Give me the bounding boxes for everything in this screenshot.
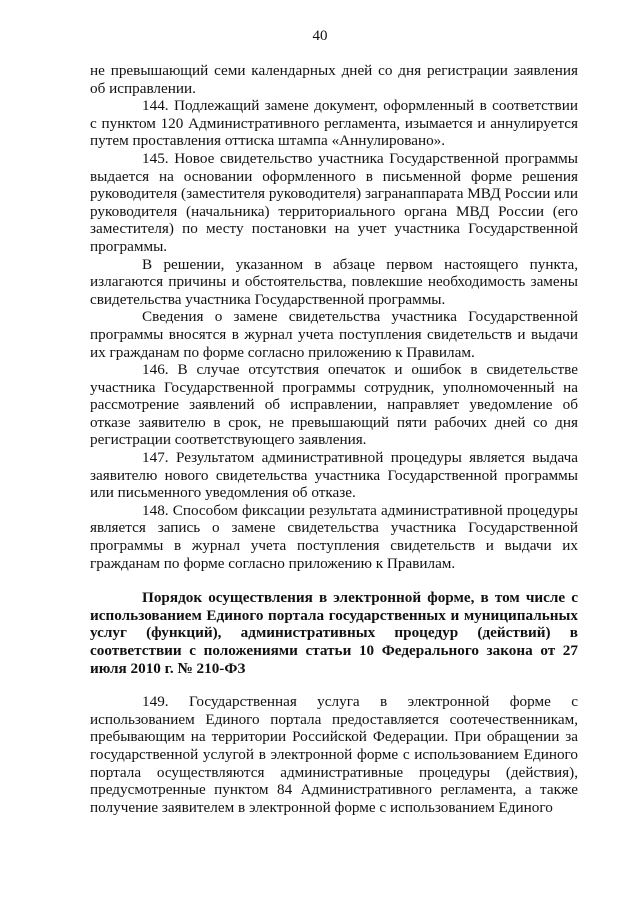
- paragraph-146: 146. В случае отсутствия опечаток и ошибок в свидетельстве участника Государственной программы сотрудник, уполномоченный на рассмотрение заявлений об исправлении, направляет уведомление об отказе заявителю в срок, не превышающий пяти рабочих дней со дня регистрации соответствующего заявления.: [90, 361, 578, 449]
- paragraph-145: 145. Новое свидетельство участника Государственной программы выдается на основании оформленного в письменной форме решения руководителя (заместителя руководителя) загранаппарата МВД России или руководителя (начальника) территориального органа МВД России (его заместителя) по месту постановки на учет участника Государственной программы.: [90, 149, 578, 255]
- page-number: 40: [312, 28, 328, 44]
- paragraph-148: 148. Способом фиксации результата административной процедуры является запись о замене свидетельства участника Государственной программы в журнал учета поступления свидетельств и выдачи их гражданам по форме согласно приложению к Правилам.: [90, 501, 578, 572]
- paragraph-149: 149. Государственная услуга в электронной форме с использованием Единого портала предоставляется соотечественникам, пребывающим на территории Российской Федерации. При обращении за государственной услугой в электронной форме с использованием Единого портала осуществляются административные процедуры (действия), предусмотренные пунктом 84 Административного регламента, а также получение заявителем в электронной форме с использованием Единого: [90, 693, 578, 816]
- paragraph-145-reasons: В решении, указанном в абзаце первом настоящего пункта, излагаются причины и обстоятельства, повлекшие необходимость замены свидетельства участника Государственной программы.: [90, 255, 578, 308]
- section-heading: Порядок осуществления в электронной форме, в том числе с использованием Единого портала государственных и муниципальных услуг (функций), административных процедур (действий) в соответствии с положениями статьи 10 Федерального закона от 27 июля 2010 г. № 210-ФЗ: [90, 589, 578, 677]
- paragraph-145-journal: Сведения о замене свидетельства участника Государственной программы вносятся в журнал учета поступления свидетельств и выдачи их гражданам по форме согласно приложению к Правилам.: [90, 308, 578, 361]
- document-body: [90, 62, 578, 816]
- paragraph-continuation: не превышающий семи календарных дней со дня регистрации заявления об исправлении.: [90, 62, 578, 97]
- paragraph-147: 147. Результатом административной процедуры является выдача заявителю нового свидетельства участника Государственной программы или письменного уведомления об отказе.: [90, 449, 578, 502]
- paragraph-144: 144. Подлежащий замене документ, оформленный в соответствии с пунктом 120 Административного регламента, изымается и аннулируется путем проставления оттиска штампа «Аннулировано».: [90, 97, 578, 150]
